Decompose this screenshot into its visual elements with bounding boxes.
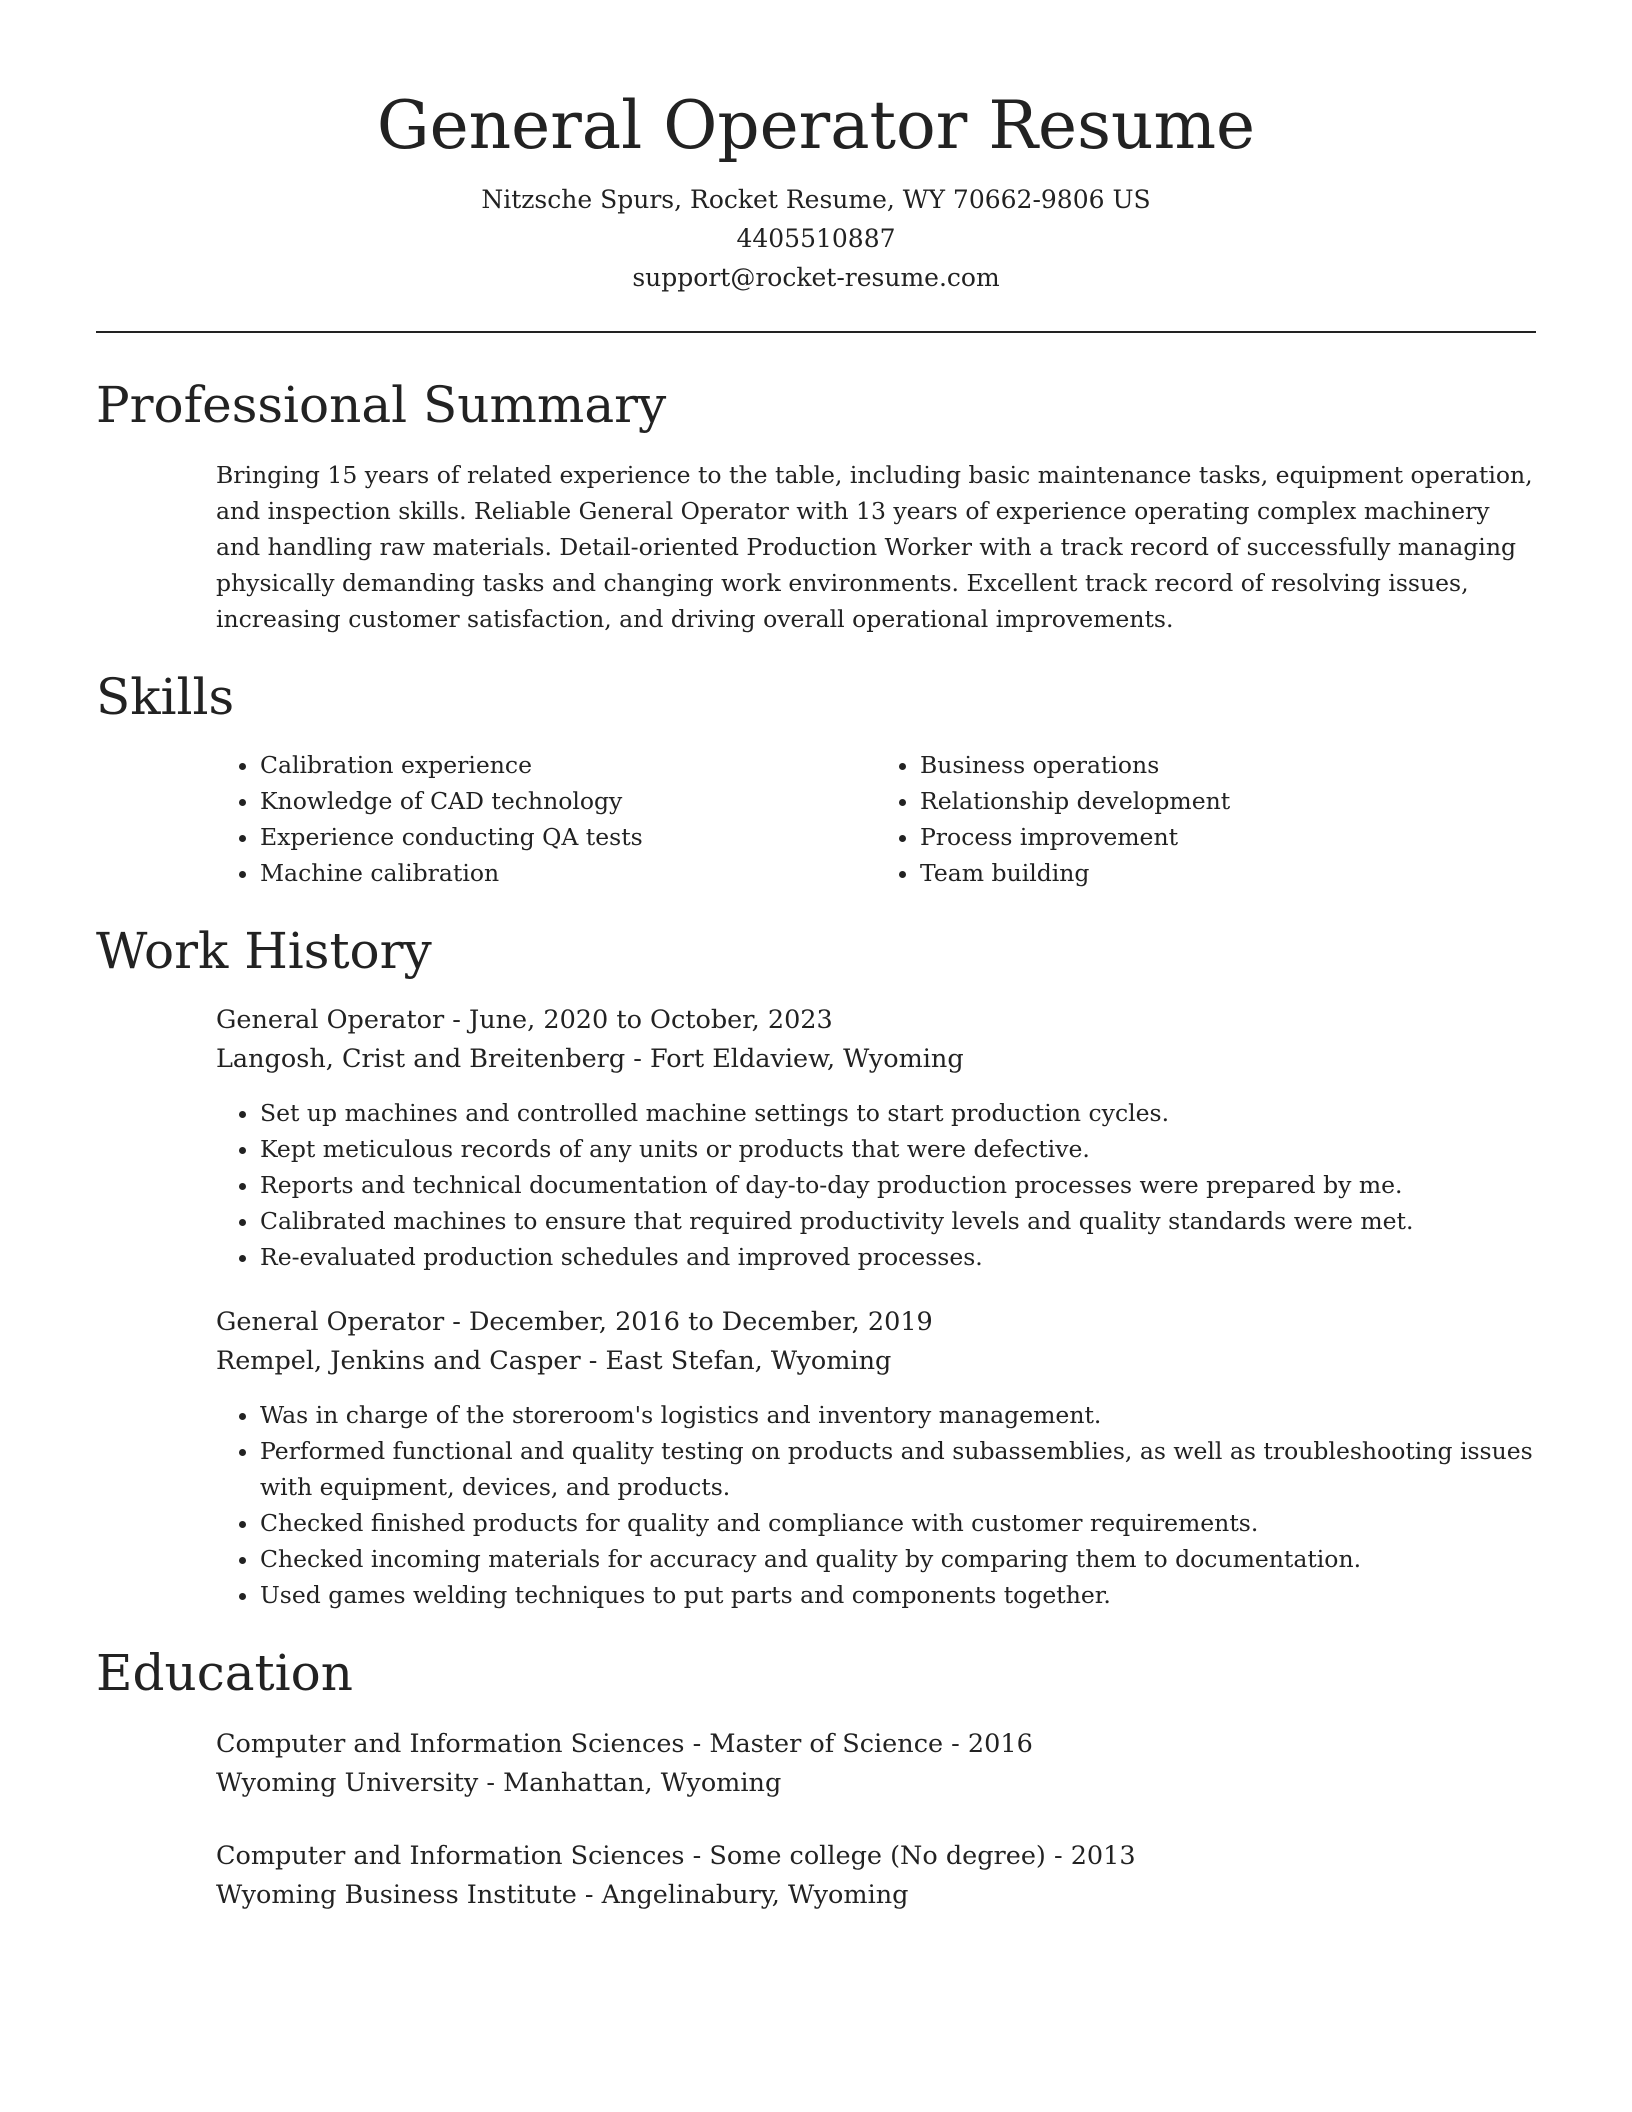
education-degree-line <box>216 1837 1536 1876</box>
skill-item: • Knowledge of CAD technology <box>260 783 876 819</box>
education-school-line <box>216 1764 1536 1803</box>
job-dates: December, 2016 to December, 2019 <box>468 1307 933 1337</box>
job-location: Fort Eldaview, Wyoming <box>650 1044 964 1074</box>
education-field: Computer and Information Sciences <box>216 1729 685 1759</box>
contact-address: Nitzsche Spurs, Rocket Resume, WY 70662-9806 US <box>481 185 1151 214</box>
skills-grid <box>216 747 1536 891</box>
job-bullet: • Kept meticulous records of any units or products that were defective. <box>260 1131 1536 1167</box>
separator: - <box>684 1729 710 1759</box>
skills-list-left <box>216 747 876 891</box>
header-divider <box>96 331 1536 333</box>
separator: - <box>580 1346 606 1376</box>
job-entry <box>216 1001 1536 1275</box>
resume-title: General Operator Resume <box>376 87 1256 164</box>
summary-text: Bringing 15 years of related experience to the table, including basic maintenance tasks, equipment operation, and inspection skills. Reliable General Operator with 13 years of experience operating complex machinery and handling raw materials. Detail-oriented Production Worker with a track record of successfully managing physically demanding tasks and changing work environments. Excellent track record of resolving issues, increasing customer satisfaction, and driving overall operational improvements. <box>216 461 1533 633</box>
separator: - <box>444 1307 469 1337</box>
separator: - <box>478 1768 504 1798</box>
separator: - <box>576 1880 602 1910</box>
education-location: Angelinabury, Wyoming <box>601 1880 909 1910</box>
education-section <box>96 1641 1536 1915</box>
skill-item: • Business operations <box>920 747 1536 783</box>
job-bullet: • Checked incoming materials for accuracy and quality by comparing them to documentation. <box>260 1541 1536 1577</box>
separator: - <box>684 1841 710 1871</box>
separator: - <box>444 1005 469 1035</box>
education-year: 2013 <box>1070 1841 1136 1871</box>
skill-item: • Experience conducting QA tests <box>260 819 876 855</box>
job-title: General Operator <box>216 1005 445 1035</box>
education-entry <box>216 1725 1536 1803</box>
job-title-line <box>216 1001 1536 1040</box>
skill-item: • Team building <box>920 855 1536 891</box>
education-location: Manhattan, Wyoming <box>503 1768 782 1798</box>
education-degree: Some college (No degree) <box>709 1841 1046 1871</box>
job-location: East Stefan, Wyoming <box>605 1346 892 1376</box>
skill-item: • Process improvement <box>920 819 1536 855</box>
job-bullet: • Performed functional and quality testing on products and subassemblies, as well as troubleshooting issues with equipment, devices, and products. <box>260 1433 1536 1505</box>
skill-item: • Machine calibration <box>260 855 876 891</box>
summary-section <box>96 373 1536 637</box>
separator: - <box>943 1729 968 1759</box>
job-bullet: • Checked finished products for quality and compliance with customer requirements. <box>260 1505 1536 1541</box>
education-degree-line <box>216 1725 1536 1764</box>
job-company-line <box>216 1342 1536 1381</box>
job-bullet: • Re-evaluated production schedules and improved processes. <box>260 1239 1536 1275</box>
job-company: Rempel, Jenkins and Casper <box>216 1346 581 1376</box>
work-history-section <box>96 919 1536 1613</box>
education-field: Computer and Information Sciences <box>216 1841 685 1871</box>
contact-email: support@rocket-resume.com <box>632 263 1000 292</box>
work-history-heading: Work History <box>96 922 432 980</box>
job-title-line <box>216 1303 1536 1342</box>
job-bullets <box>216 1095 1536 1275</box>
separator: - <box>625 1044 650 1074</box>
education-school: Wyoming University <box>216 1768 479 1798</box>
job-bullet: • Reports and technical documentation of day-to-day production processes were prepared by me. <box>260 1167 1536 1203</box>
job-company: Langosh, Crist and Breitenberg <box>216 1044 626 1074</box>
job-bullet: • Calibrated machines to ensure that required productivity levels and quality standards were met. <box>260 1203 1536 1239</box>
education-degree: Master of Science <box>709 1729 944 1759</box>
job-bullets <box>216 1397 1536 1613</box>
education-year: 2016 <box>967 1729 1033 1759</box>
skills-list-right <box>876 747 1536 891</box>
job-bullet: • Set up machines and controlled machine settings to start production cycles. <box>260 1095 1536 1131</box>
job-company-line <box>216 1040 1536 1079</box>
job-title: General Operator <box>216 1307 445 1337</box>
skills-section <box>96 665 1536 891</box>
skill-item: • Calibration experience <box>260 747 876 783</box>
contact-phone: 4405510887 <box>736 224 896 253</box>
skill-item: • Relationship development <box>920 783 1536 819</box>
education-entry <box>216 1837 1536 1915</box>
resume-header <box>96 80 1536 297</box>
job-dates: June, 2020 to October, 2023 <box>468 1005 833 1035</box>
education-school-line <box>216 1876 1536 1915</box>
skills-heading: Skills <box>96 668 235 726</box>
education-school: Wyoming Business Institute <box>216 1880 577 1910</box>
job-bullet: • Used games welding techniques to put parts and components together. <box>260 1577 1536 1613</box>
separator: - <box>1045 1841 1071 1871</box>
summary-heading: Professional Summary <box>96 376 667 434</box>
education-heading: Education <box>96 1644 353 1702</box>
job-entry <box>216 1303 1536 1613</box>
job-bullet: • Was in charge of the storeroom's logistics and inventory management. <box>260 1397 1536 1433</box>
contact-info <box>96 180 1536 297</box>
